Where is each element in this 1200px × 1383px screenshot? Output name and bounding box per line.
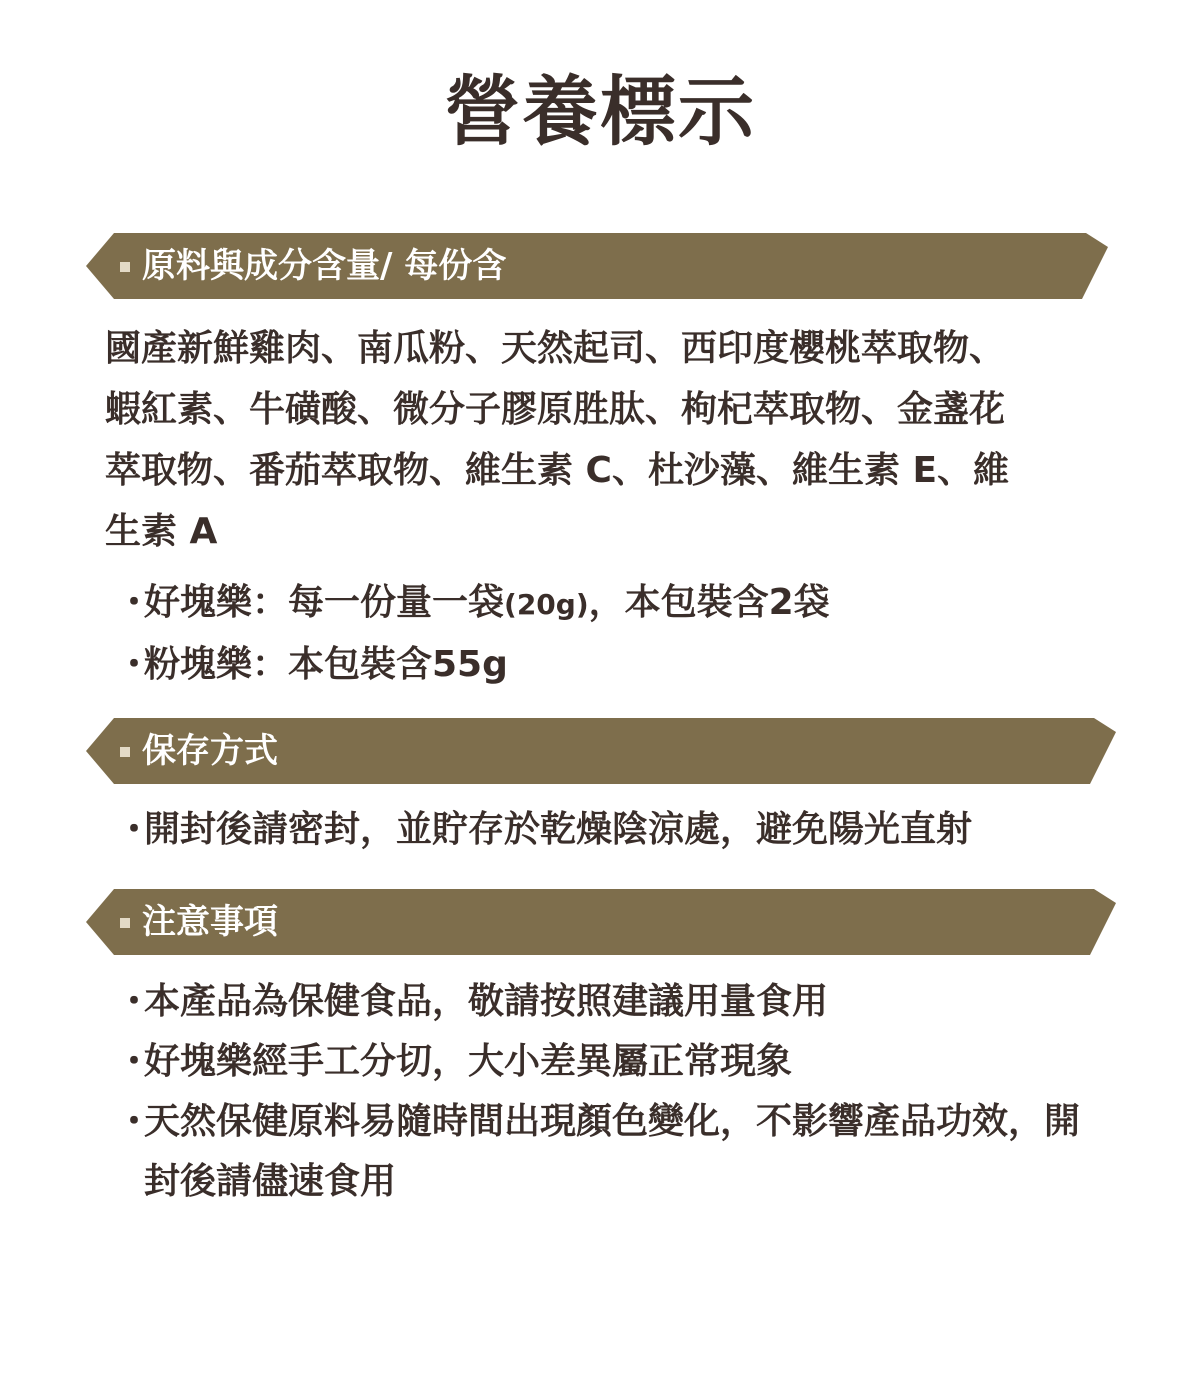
- section-title: 保存方式: [142, 731, 278, 771]
- serving-item: [110, 635, 1120, 695]
- header-bullet-square: [120, 747, 130, 757]
- section-title: 注意事項: [142, 902, 278, 942]
- serving-item: [110, 573, 1120, 635]
- notes-text: 好塊樂經手工分切，大小差異屬正常現象: [144, 1041, 793, 1082]
- header-bullet-square: [120, 262, 130, 272]
- bullet-dot-icon: ・: [116, 644, 153, 685]
- ingredients-line: 國產新鮮雞肉、南瓜粉、天然起司、西印度櫻桃萃取物、: [105, 328, 1006, 369]
- storage-item: [110, 800, 1120, 860]
- section-header-storage: [86, 718, 1116, 784]
- ingredients-line: 蝦紅素、牛磺酸、微分子膠原胜肽、枸杞萃取物、金盞花: [105, 389, 1006, 430]
- serving-text: ，本包裝含2袋: [588, 582, 830, 623]
- serving-text: 粉塊樂：本包裝含55g: [144, 644, 508, 685]
- header-bullet-square: [120, 918, 130, 928]
- bullet-dot-icon: ・: [116, 1101, 153, 1142]
- section-title: 原料與成分含量/ 每份含: [142, 246, 507, 286]
- serving-text: 好塊樂：每一份量一袋: [144, 582, 505, 623]
- page-title: 營養標示: [444, 67, 756, 156]
- bullet-dot-icon: ・: [116, 1041, 153, 1082]
- serving-list: [110, 573, 1120, 695]
- notes-item: [110, 1032, 1100, 1092]
- storage-list: [110, 800, 1120, 860]
- storage-text: 開封後請密封，並貯存於乾燥陰涼處，避免陽光直射: [144, 809, 973, 850]
- bullet-dot-icon: ・: [116, 582, 153, 623]
- notes-text: 本產品為保健食品，敬請按照建議用量食用: [144, 981, 829, 1022]
- notes-item: [110, 972, 1100, 1032]
- section-header-ingredients: [86, 233, 1108, 299]
- bullet-dot-icon: ・: [116, 809, 153, 850]
- ingredients-paragraph: [105, 318, 1095, 562]
- bullet-dot-icon: ・: [116, 981, 153, 1022]
- ingredients-line: 生素 A: [105, 511, 218, 552]
- notes-text: 天然保健原料易隨時間出現顏色變化，不影響產品功效，開封後請儘速食用: [144, 1101, 1081, 1202]
- notes-list: [110, 972, 1100, 1212]
- section-header-notes: [86, 889, 1116, 955]
- notes-item: [110, 1092, 1100, 1212]
- ingredients-line: 萃取物、番茄萃取物、維生素 C、杜沙藻、維生素 E、維: [105, 450, 1010, 491]
- serving-size: (20g): [504, 588, 589, 621]
